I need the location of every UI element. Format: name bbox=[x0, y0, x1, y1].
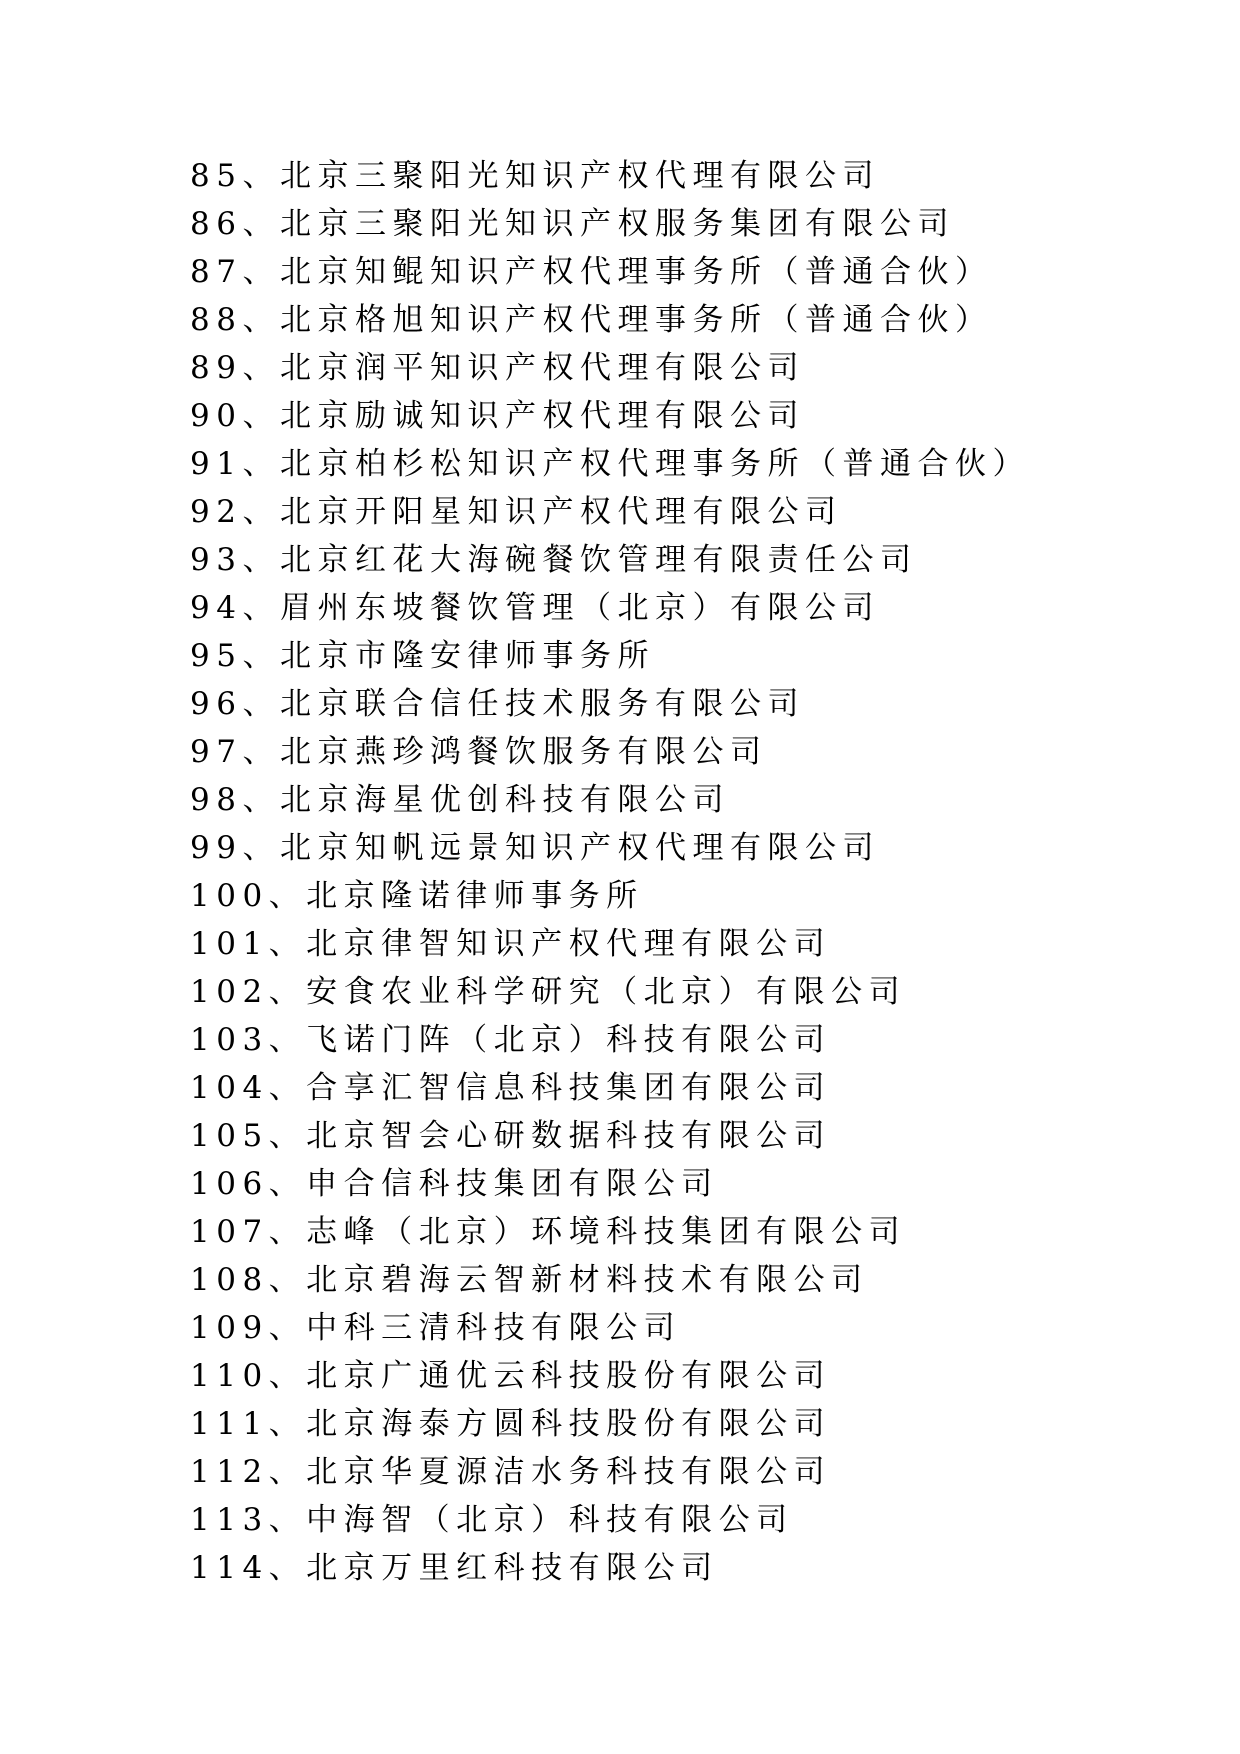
list-item: 99、北京知帆远景知识产权代理有限公司 bbox=[190, 830, 880, 866]
list-item: 93、北京红花大海碗餐饮管理有限责任公司 bbox=[190, 542, 918, 578]
list-item: 112、北京华夏源洁水务科技有限公司 bbox=[190, 1454, 832, 1490]
company-list bbox=[190, 152, 1190, 1592]
list-item: 113、中海智（北京）科技有限公司 bbox=[190, 1502, 794, 1538]
list-item: 88、北京格旭知识产权代理事务所（普通合伙） bbox=[190, 302, 993, 338]
list-item: 92、北京开阳星知识产权代理有限公司 bbox=[190, 494, 843, 530]
list-item: 96、北京联合信任技术服务有限公司 bbox=[190, 686, 805, 722]
list-item: 94、眉州东坡餐饮管理（北京）有限公司 bbox=[190, 590, 880, 626]
list-item: 106、申合信科技集团有限公司 bbox=[190, 1166, 719, 1202]
list-item: 105、北京智会心研数据科技有限公司 bbox=[190, 1118, 832, 1154]
list-item: 97、北京燕珍鸿餐饮服务有限公司 bbox=[190, 734, 768, 770]
list-item: 107、志峰（北京）环境科技集团有限公司 bbox=[190, 1214, 907, 1250]
list-item: 91、北京柏杉松知识产权代理事务所（普通合伙） bbox=[190, 446, 1030, 482]
list-item: 87、北京知鲲知识产权代理事务所（普通合伙） bbox=[190, 254, 993, 290]
list-item: 101、北京律智知识产权代理有限公司 bbox=[190, 926, 832, 962]
list-item: 104、合享汇智信息科技集团有限公司 bbox=[190, 1070, 832, 1106]
list-item: 109、中科三清科技有限公司 bbox=[190, 1310, 682, 1346]
list-item: 98、北京海星优创科技有限公司 bbox=[190, 782, 730, 818]
list-item: 110、北京广通优云科技股份有限公司 bbox=[190, 1358, 832, 1394]
list-item: 103、飞诺门阵（北京）科技有限公司 bbox=[190, 1022, 832, 1058]
list-item: 90、北京励诚知识产权代理有限公司 bbox=[190, 398, 805, 434]
list-item: 114、北京万里红科技有限公司 bbox=[190, 1550, 719, 1586]
list-item: 100、北京隆诺律师事务所 bbox=[190, 878, 644, 914]
list-item: 102、安食农业科学研究（北京）有限公司 bbox=[190, 974, 907, 1010]
list-item: 95、北京市隆安律师事务所 bbox=[190, 638, 655, 674]
list-item: 86、北京三聚阳光知识产权服务集团有限公司 bbox=[190, 206, 955, 242]
list-item: 111、北京海泰方圆科技股份有限公司 bbox=[190, 1406, 832, 1442]
list-item: 108、北京碧海云智新材料技术有限公司 bbox=[190, 1262, 869, 1298]
list-item: 89、北京润平知识产权代理有限公司 bbox=[190, 350, 805, 386]
list-item: 85、北京三聚阳光知识产权代理有限公司 bbox=[190, 158, 880, 194]
